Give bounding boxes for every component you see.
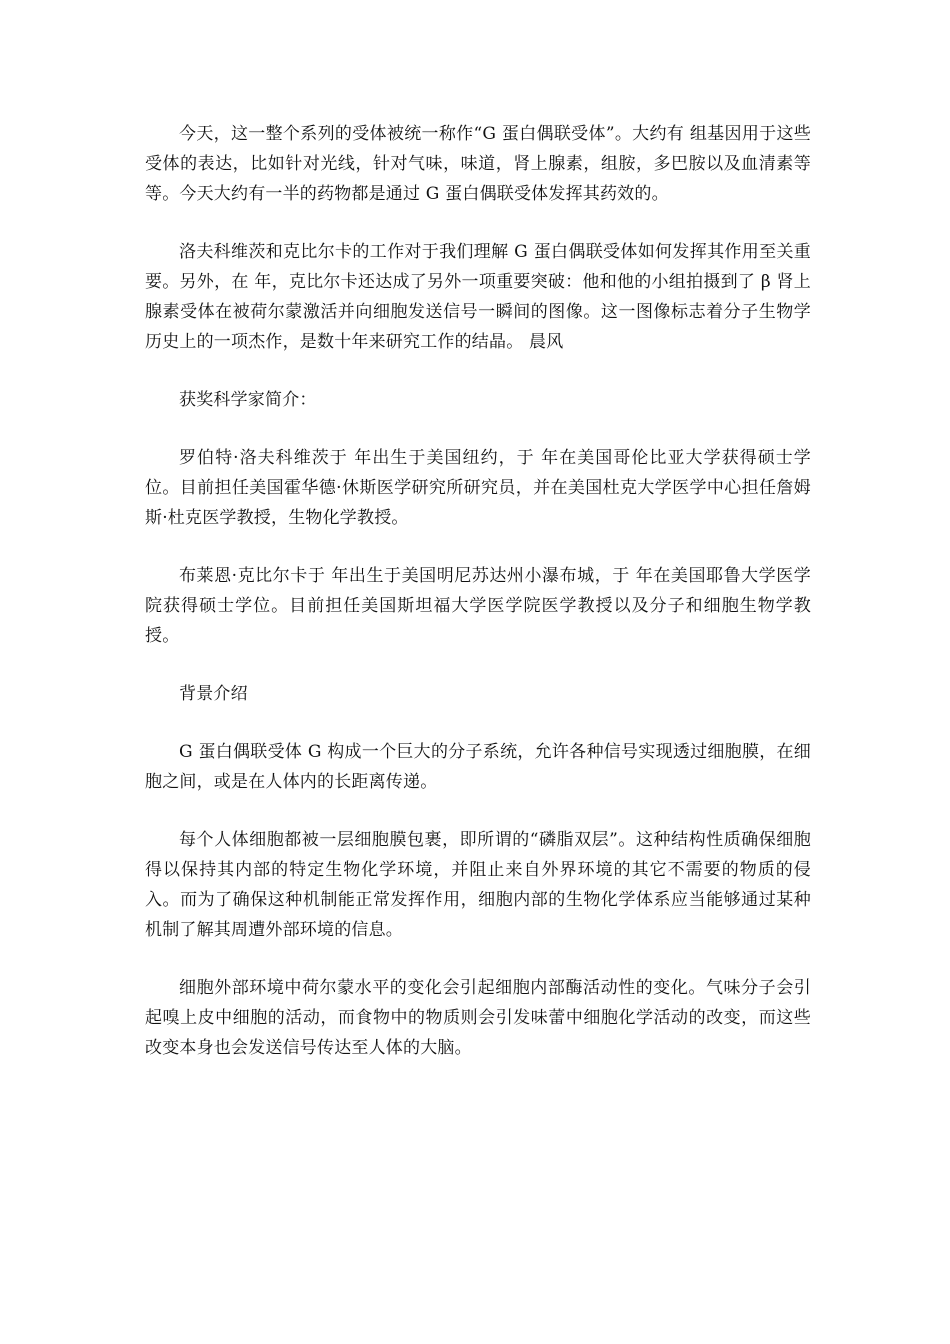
heading-laureate-profiles: 获奖科学家简介：: [179, 390, 317, 410]
paragraph-cell-membrane: 每个人体细胞都被一层细胞膜包裹，即所谓的“磷脂双层”。这种结构性质确保细胞得以保持其内部的特定生物化学环境，并阻止来自外界环境的其它不需要的物质的侵入。而为了确保这种机制能正常发挥作用，细胞内部的生物化学体系应当能够通过某种机制了解其周遭外部环境的信息。: [145, 830, 811, 940]
paragraph-research-importance: 洛夫科维茨和克比尔卡的工作对于我们理解 G 蛋白偶联受体如何发挥其作用至关重要。另外，在 年，克比尔卡还达成了另外一项重要突破：他和他的小组拍摄到了 β 肾上腺素受体在被荷尔蒙激活并向细胞发送信号一瞬间的图像。这一图像标志着分子生物学历史上的一项杰作，是数十年来研究工作的结晶。 晨风: [145, 242, 811, 352]
document-body: [145, 119, 811, 1091]
paragraph-gpcr-system: G 蛋白偶联受体 G 构成一个巨大的分子系统，允许各种信号实现透过细胞膜，在细胞之间，或是在人体内的长距离传递。: [145, 742, 811, 792]
paragraph-external-signals: 细胞外部环境中荷尔蒙水平的变化会引起细胞内部酶活动性的变化。气味分子会引起嗅上皮中细胞的活动，而食物中的物质则会引发味蕾中细胞化学活动的改变，而这些改变本身也会发送信号传达至人体的大脑。: [145, 978, 811, 1058]
paragraph-g-protein-receptors: 今天，这一整个系列的受体被统一称作“G 蛋白偶联受体”。大约有 组基因用于这些受体的表达，比如针对光线，针对气味，味道，肾上腺素，组胺，多巴胺以及血清素等等。今天大约有一半的药物都是通过 G 蛋白偶联受体发挥其药效的。: [145, 124, 811, 204]
paragraph-lefkowitz-bio: 罗伯特·洛夫科维茨于 年出生于美国纽约，于 年在美国哥伦比亚大学获得硕士学位。目前担任美国霍华德·休斯医学研究所研究员，并在美国杜克大学医学中心担任詹姆斯·杜克医学教授，生物化学教授。: [145, 448, 811, 528]
heading-background: 背景介绍: [179, 684, 248, 704]
paragraph-kobilka-bio: 布莱恩·克比尔卡于 年出生于美国明尼苏达州小瀑布城，于 年在美国耶鲁大学医学院获得硕士学位。目前担任美国斯坦福大学医学院医学教授以及分子和细胞生物学教授。: [145, 566, 811, 646]
